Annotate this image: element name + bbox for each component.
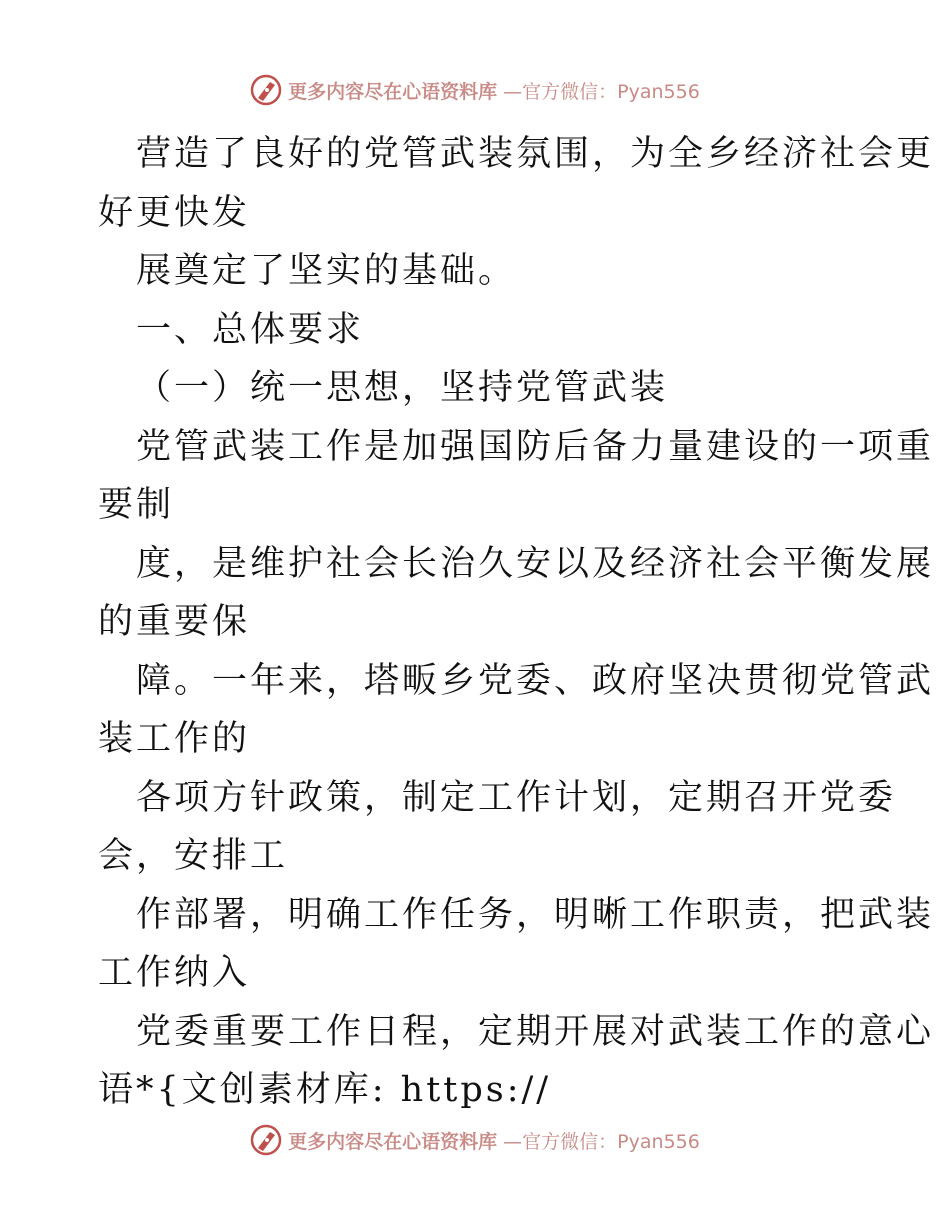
text-line: （一）统一思想，坚持党管武装 — [136, 368, 669, 408]
watermark-title: 更多内容尽在心语资料库 — [288, 80, 498, 103]
text-line: 一、总体要求 — [136, 309, 365, 350]
pen-nib-logo-icon — [250, 1124, 282, 1156]
document-body — [98, 125, 935, 1120]
pen-nib-logo-icon — [250, 74, 282, 106]
text-line: 各项方针政策，制定工作计划，定期召开党委 — [136, 777, 897, 818]
text-line: 度，是维护社会长治久安以及经济社会平衡发展 — [136, 543, 935, 584]
text-line: 会，安排工 — [98, 836, 289, 876]
watermark-header — [0, 72, 950, 108]
text-line: 语*{文创素材库: https:// — [98, 1070, 552, 1110]
watermark-contact: —官方微信：Pyan556 — [503, 1130, 700, 1153]
text-line: 营造了良好的党管武装氛围，为全乡经济社会更 — [136, 134, 935, 174]
text-line: 好更快发 — [98, 192, 251, 233]
text-line: 的重要保 — [98, 602, 251, 642]
text-line: 党委重要工作日程，定期开展对武装工作的意心 — [136, 1011, 935, 1052]
text-line: 党管武装工作是加强国防后备力量建设的一项重 — [136, 426, 935, 467]
text-line: 工作纳入 — [98, 953, 251, 993]
watermark-contact: —官方微信：Pyan556 — [503, 80, 700, 103]
text-line: 障。一年来，塔畈乡党委、政府坚决贯彻党管武 — [136, 660, 935, 701]
watermark-footer — [0, 1122, 950, 1158]
text-line: 展奠定了坚实的基础。 — [136, 251, 517, 291]
watermark-title: 更多内容尽在心语资料库 — [288, 1130, 498, 1153]
text-line: 要制 — [98, 485, 175, 525]
text-line: 作部署，明确工作任务，明晰工作职责，把武装 — [136, 894, 935, 935]
text-line: 装工作的 — [98, 719, 251, 759]
